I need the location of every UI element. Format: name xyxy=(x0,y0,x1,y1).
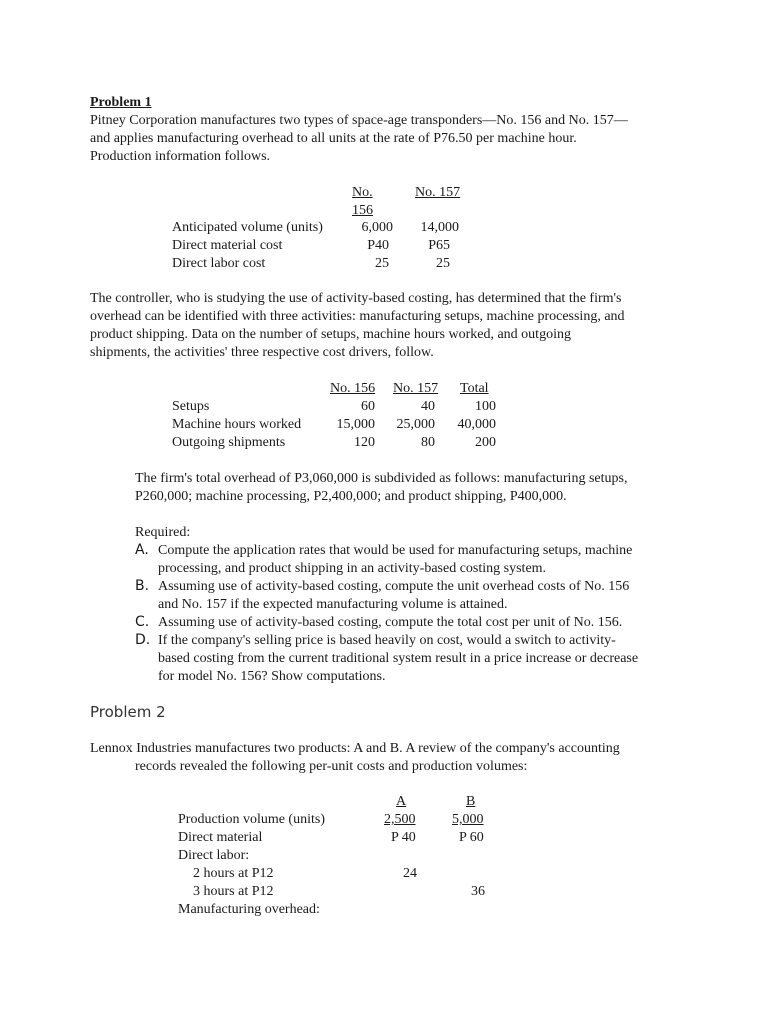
table-3-cell: P 60 xyxy=(459,830,484,845)
table-1-cell: 14,000 xyxy=(420,220,459,235)
table-3-cell: 24 xyxy=(403,866,417,881)
problem-1-intro-line: and applies manufacturing overhead to all units at the rate of P76.50 per machine hour. xyxy=(90,131,577,146)
required-item-letter: D. xyxy=(135,632,151,648)
table-3-header-a: A xyxy=(396,794,407,809)
table-2-cell: 40 xyxy=(421,399,435,414)
required-item-line: Assuming use of activity-based costing, compute the unit overhead costs of No. 156 xyxy=(158,579,630,594)
table-3-row-label: Direct material xyxy=(178,830,263,845)
table-1-cell: P65 xyxy=(428,238,450,253)
table-3-cell: 2,500 xyxy=(384,812,416,827)
table-2-row-label: Setups xyxy=(172,399,210,414)
required-item-letter: C. xyxy=(135,614,150,630)
table-2-row-label: Outgoing shipments xyxy=(172,435,286,450)
required-item-line: If the company's selling price is based heavily on cost, would a switch to activity- xyxy=(158,633,616,648)
table-3-cell: P 40 xyxy=(391,830,416,845)
table-2-cell: 25,000 xyxy=(396,417,435,432)
table-3-header-b: B xyxy=(466,794,476,809)
table-2-cell: 60 xyxy=(361,399,375,414)
table-2-header-no156: No. 156 xyxy=(330,381,376,396)
problem-1-title: Problem 1 xyxy=(90,95,152,110)
table-1-cell: 25 xyxy=(436,256,450,271)
table-1-cell: 6,000 xyxy=(361,220,393,235)
table-3-row-label: Direct labor: xyxy=(178,848,250,863)
table-2-cell: 200 xyxy=(475,435,496,450)
required-item-letter: B. xyxy=(135,578,150,594)
table-3-cell: 36 xyxy=(471,884,485,899)
required-item-line: processing, and product shipping in an activity-based costing system. xyxy=(158,561,547,576)
problem-1-intro-line: Production information follows. xyxy=(90,149,271,164)
required-item-line: and No. 157 if the expected manufacturing volume is attained. xyxy=(158,597,508,612)
problem-1-overhead-line: The firm's total overhead of P3,060,000 is subdivided as follows: manufacturing setups, xyxy=(135,471,628,486)
table-2-cell: 15,000 xyxy=(336,417,375,432)
table-1-row-label: Direct labor cost xyxy=(172,256,266,271)
required-item-letter: A. xyxy=(135,542,149,558)
problem-1-para-line: overhead can be identified with three activities: manufacturing setups, machine processing, and xyxy=(90,309,625,324)
problem-2-intro-line: records revealed the following per-unit costs and production volumes: xyxy=(135,759,528,774)
table-2-cell: 40,000 xyxy=(457,417,496,432)
table-2-header-no157: No. 157 xyxy=(393,381,439,396)
table-1-row-label: Anticipated volume (units) xyxy=(172,220,323,235)
table-3-row-label: 2 hours at P12 xyxy=(193,866,274,881)
table-3-cell: 5,000 xyxy=(452,812,484,827)
table-1-row-label: Direct material cost xyxy=(172,238,283,253)
table-2-header-total: Total xyxy=(460,381,489,396)
table-2-cell: 80 xyxy=(421,435,435,450)
required-item-line: Assuming use of activity-based costing, compute the total cost per unit of No. 156. xyxy=(158,615,623,630)
table-1-cell: 25 xyxy=(375,256,389,271)
table-2-cell: 120 xyxy=(354,435,375,450)
table-1-cell: P40 xyxy=(367,238,389,253)
problem-1-intro-line: Pitney Corporation manufactures two types of space-age transponders—No. 156 and No. 157— xyxy=(90,113,628,128)
table-3-row-label: Production volume (units) xyxy=(178,812,325,827)
problem-2-title: Problem 2 xyxy=(90,703,166,721)
problem-1-para-line: product shipping. Data on the number of setups, machine hours worked, and outgoing xyxy=(90,327,571,342)
table-1-header-no156-cont: 156 xyxy=(352,203,373,218)
table-2-row-label: Machine hours worked xyxy=(172,417,302,432)
required-item-line: for model No. 156? Show computations. xyxy=(158,669,386,684)
table-3-row-label: 3 hours at P12 xyxy=(193,884,274,899)
required-label: Required: xyxy=(135,525,191,540)
table-3-row-label: Manufacturing overhead: xyxy=(178,902,320,917)
table-1-header-no156: No. xyxy=(352,185,373,200)
problem-2-intro-line: Lennox Industries manufactures two products: A and B. A review of the company's accounting xyxy=(90,741,620,756)
required-item-line: Compute the application rates that would be used for manufacturing setups, machine xyxy=(158,543,633,558)
required-item-line: based costing from the current traditional system result in a price increase or decrease xyxy=(158,651,639,666)
problem-1-overhead-line: P260,000; machine processing, P2,400,000; and product shipping, P400,000. xyxy=(135,489,567,504)
problem-1-para-line: The controller, who is studying the use of activity-based costing, has determined that the firm's xyxy=(90,291,622,306)
problem-1-para-line: shipments, the activities' three respective cost drivers, follow. xyxy=(90,345,434,360)
table-1-header-no157: No. 157 xyxy=(415,185,461,200)
table-2-cell: 100 xyxy=(475,399,496,414)
